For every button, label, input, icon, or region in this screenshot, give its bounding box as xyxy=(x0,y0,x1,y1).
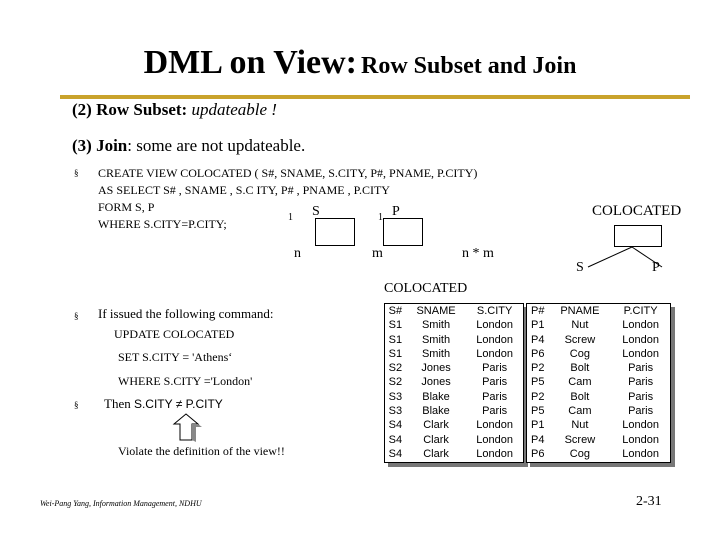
table-row xyxy=(527,333,670,347)
table-cell: Screw xyxy=(564,433,596,446)
table-cell: P5 xyxy=(531,405,545,418)
point-join-rest: : some are not updateable. xyxy=(127,136,306,155)
table-row xyxy=(527,361,670,375)
table-cell: London xyxy=(622,419,659,432)
table-cell: London xyxy=(622,433,659,446)
table-row xyxy=(385,375,523,389)
table-cell: Cam xyxy=(568,376,592,389)
table-cell: Bolt xyxy=(570,362,590,375)
table-cell: Paris xyxy=(628,405,654,418)
table-cell: P4 xyxy=(531,433,545,446)
table-cell: Clark xyxy=(423,447,449,460)
table-cell: Paris xyxy=(628,362,654,375)
s-small-label: S xyxy=(312,204,320,219)
table-cell: S1 xyxy=(388,319,403,332)
table-row xyxy=(527,318,670,332)
part-table xyxy=(527,304,670,461)
point-row-subset-emph: updateable ! xyxy=(191,100,277,119)
table-cell: London xyxy=(476,319,513,332)
page-number: 2-31 xyxy=(636,494,662,509)
p-big-label: P xyxy=(652,260,660,275)
table-cell: Bolt xyxy=(570,390,590,403)
s-big-label: S xyxy=(576,260,584,275)
one-label-1: 1 xyxy=(288,212,293,223)
table-cell: S4 xyxy=(388,433,403,446)
command-update: UPDATE COLOCATED xyxy=(114,327,235,341)
table-row xyxy=(385,418,523,432)
table-cell: S1 xyxy=(388,347,403,360)
view-name-label: COLOCATED xyxy=(592,203,682,219)
then-line xyxy=(104,396,223,412)
table-cell: S1 xyxy=(388,333,403,346)
point-join-label: (3) Join xyxy=(72,136,128,155)
col-header: S.CITY xyxy=(476,305,513,317)
table-header-row xyxy=(385,304,523,318)
code-line-1: CREATE VIEW COLOCATED ( S#, SNAME, S.CITY, P#, PNAME, P.CITY) xyxy=(98,166,478,180)
table-row xyxy=(385,404,523,418)
table-cell: Jones xyxy=(421,362,451,375)
title-rule xyxy=(60,95,690,99)
table-row xyxy=(385,361,523,375)
table-cell: Smith xyxy=(421,319,451,332)
p-small-label: P xyxy=(392,204,400,219)
footer-author: Wei-Pang Yang, Information Management, NDHU xyxy=(40,499,202,508)
slide-title-main: DML on View: xyxy=(143,44,358,81)
view-box xyxy=(614,225,662,247)
table-cell: Paris xyxy=(482,405,508,418)
slide-title-sub: Row Subset and Join xyxy=(361,53,577,79)
table-cell: Nut xyxy=(571,419,589,432)
table-cell: Paris xyxy=(482,390,508,403)
table-cell: Smith xyxy=(421,333,451,346)
col-header: P.CITY xyxy=(623,305,658,317)
table-cell: London xyxy=(622,447,659,460)
table-row xyxy=(527,404,670,418)
table-cell: Cog xyxy=(569,347,590,360)
n-label: n xyxy=(294,246,301,261)
table-cell: London xyxy=(476,419,513,432)
table-cell: P2 xyxy=(531,390,545,403)
table-cell: S2 xyxy=(388,376,403,389)
table-cell: P2 xyxy=(531,362,545,375)
bullet-icon: § xyxy=(74,311,79,321)
table-cell: S2 xyxy=(388,362,403,375)
table-row xyxy=(385,390,523,404)
then-prefix: Then xyxy=(104,396,134,411)
table-cell: Clark xyxy=(423,419,449,432)
table-row xyxy=(385,347,523,361)
table-cell: Screw xyxy=(564,333,596,346)
table-row xyxy=(527,347,670,361)
table-cell: London xyxy=(476,433,513,446)
p-box xyxy=(383,218,423,246)
col-header: P# xyxy=(531,305,545,317)
table-cell: Nut xyxy=(571,319,589,332)
table-row xyxy=(527,375,670,389)
supplier-table xyxy=(385,304,523,461)
bullet-icon: § xyxy=(74,400,79,410)
table-row xyxy=(385,333,523,347)
table-cell: London xyxy=(476,347,513,360)
table-cell: Cog xyxy=(569,447,590,460)
table-cell: Blake xyxy=(422,390,450,403)
table-cell: P1 xyxy=(531,419,545,432)
s-box xyxy=(315,218,355,246)
code-line-4: WHERE S.CITY=P.CITY; xyxy=(98,217,227,231)
table-cell: S3 xyxy=(388,405,403,418)
code-line-2: AS SELECT S# , SNAME , S.C ITY, P# , PNAME , P.CITY xyxy=(98,183,390,197)
view-branch-lines xyxy=(570,245,680,275)
table-title: COLOCATED xyxy=(384,281,468,296)
table-row xyxy=(527,390,670,404)
table-cell: Paris xyxy=(482,376,508,389)
table-cell: S3 xyxy=(388,390,403,403)
table-row xyxy=(385,318,523,332)
nm-label: n * m xyxy=(462,246,494,261)
table-cell: P5 xyxy=(531,376,545,389)
point-join xyxy=(72,136,305,156)
point-row-subset-label: (2) Row Subset: xyxy=(72,100,188,119)
table-cell: Paris xyxy=(628,390,654,403)
table-row xyxy=(527,433,670,447)
bullet-icon: § xyxy=(74,168,79,178)
table-cell: P6 xyxy=(531,347,545,360)
table-cell: S4 xyxy=(388,447,403,460)
col-header: S# xyxy=(388,305,403,317)
table-cell: London xyxy=(622,319,659,332)
table-cell: P1 xyxy=(531,319,545,332)
point-row-subset xyxy=(72,100,277,120)
table-cell: London xyxy=(476,447,513,460)
table-block-supplier xyxy=(384,303,524,463)
table-cell: Paris xyxy=(628,376,654,389)
table-cell: Cam xyxy=(568,405,592,418)
table-row xyxy=(385,447,523,461)
command-intro: If issued the following command: xyxy=(98,306,274,321)
table-cell: P4 xyxy=(531,333,545,346)
table-row xyxy=(385,433,523,447)
command-set: SET S.CITY = 'Athens‘ xyxy=(118,350,233,364)
then-expression: S.CITY ≠ P.CITY xyxy=(133,397,223,411)
table-cell: London xyxy=(622,347,659,360)
table-cell: Blake xyxy=(422,405,450,418)
table-cell: Paris xyxy=(482,362,508,375)
m-label: m xyxy=(372,246,383,261)
table-cell: Smith xyxy=(421,347,451,360)
slide-title xyxy=(0,44,720,82)
table-cell: London xyxy=(476,333,513,346)
table-header-row xyxy=(527,304,670,318)
table-cell: Jones xyxy=(421,376,451,389)
up-arrow-icon xyxy=(172,412,208,442)
table-cell: Clark xyxy=(423,433,449,446)
violate-text: Violate the definition of the view!! xyxy=(118,444,285,458)
command-where: WHERE S.CITY ='London' xyxy=(118,374,253,388)
table-cell: S4 xyxy=(388,419,403,432)
table-cell: London xyxy=(622,333,659,346)
table-row xyxy=(527,447,670,461)
table-block-part xyxy=(526,303,671,463)
table-cell: P6 xyxy=(531,447,545,460)
code-line-3: FORM S, P xyxy=(98,200,155,214)
one-label-2: 1 xyxy=(378,212,383,223)
table-row xyxy=(527,418,670,432)
col-header: SNAME xyxy=(416,305,456,317)
col-header: PNAME xyxy=(560,305,600,317)
